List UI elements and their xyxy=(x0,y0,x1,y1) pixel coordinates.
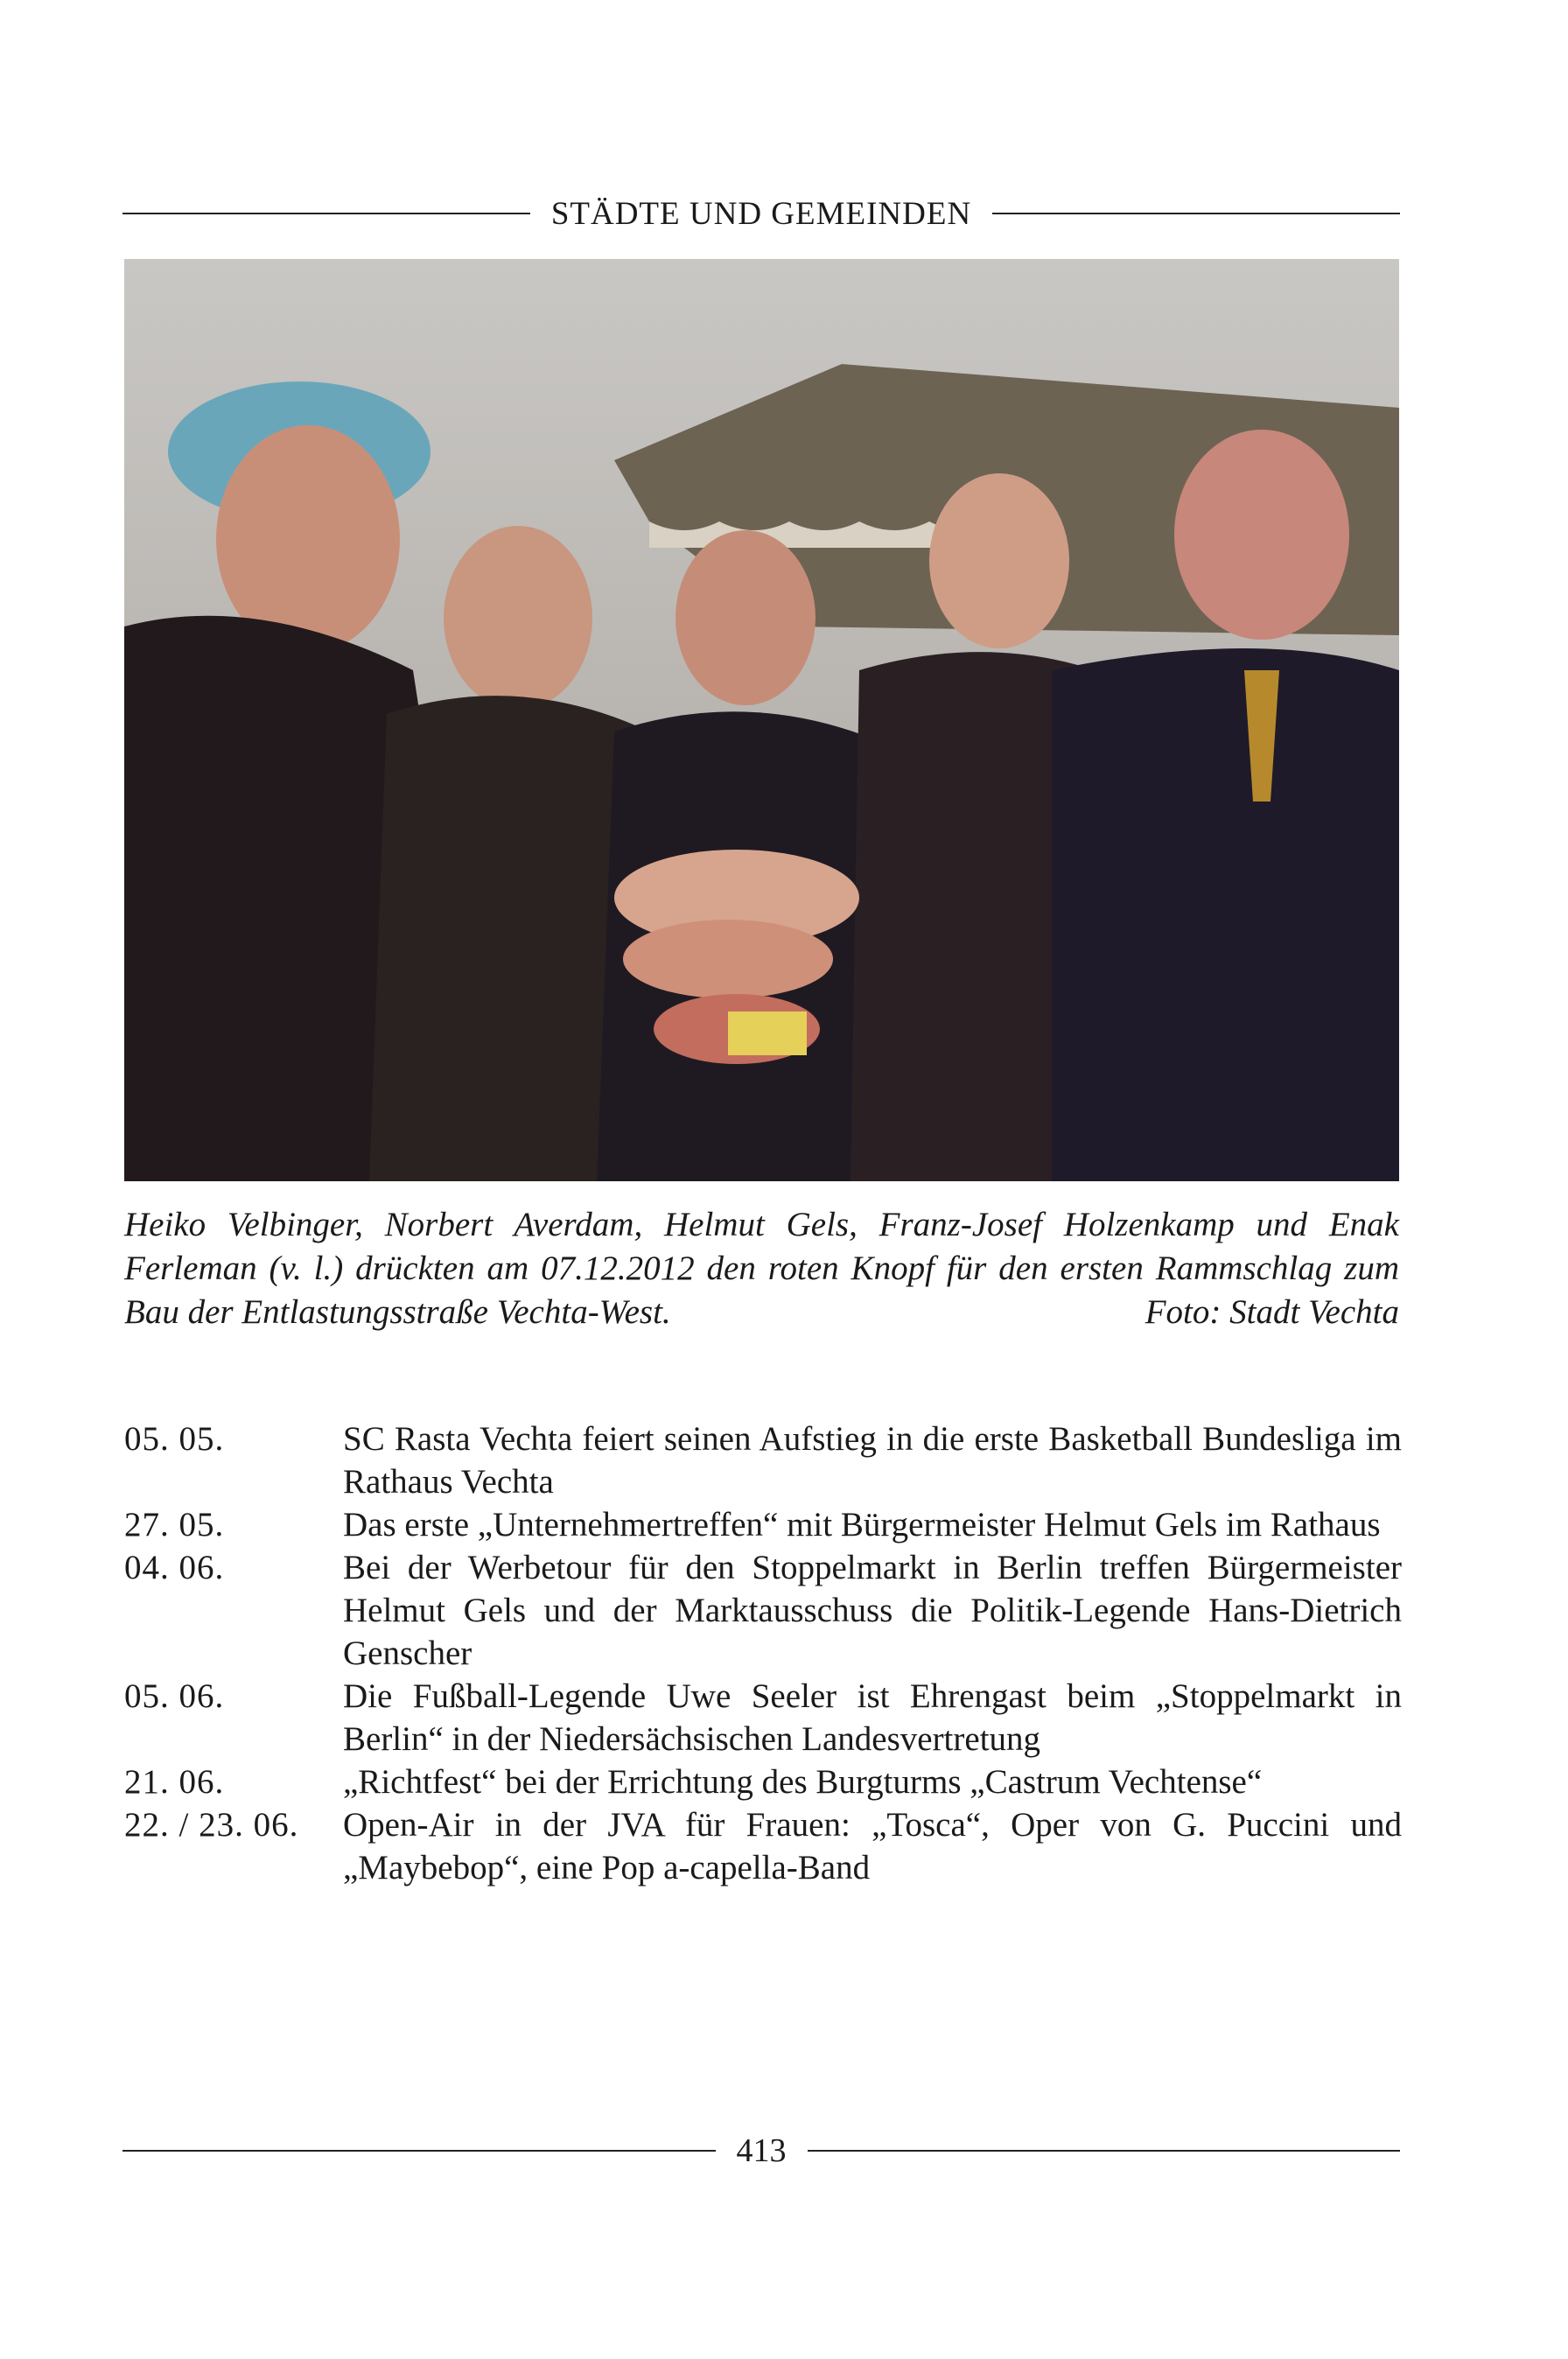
running-title: STÄDTE UND GEMEINDEN xyxy=(550,195,972,232)
entry-text: Bei der Werbetour für den Stoppelmarkt in Berlin treffen Bürgermeister Helmut Gels und der Marktausschuss die Politik-Legende Hans-Dietrich Genscher xyxy=(343,1549,1402,1672)
header-rule-right xyxy=(992,213,1400,214)
photo-credit: Foto: Stadt Vechta xyxy=(1144,1293,1399,1331)
entry-date: 27. 05. xyxy=(124,1506,225,1544)
chronicle-entry xyxy=(124,1760,1402,1803)
entry-date: 05. 05. xyxy=(124,1420,225,1458)
footer-rule-left xyxy=(122,2150,716,2152)
chronicle-entry xyxy=(124,1418,1402,1503)
entry-date: 04. 06. xyxy=(124,1549,225,1586)
entry-date: 22. / 23. 06. xyxy=(124,1806,299,1844)
entry-text: Das erste „Unternehmertreffen“ mit Bürgermeister Helmut Gels im Rathaus xyxy=(343,1506,1381,1544)
group-photo xyxy=(124,259,1399,1181)
chronicle-list xyxy=(124,1418,1402,1889)
page-number: 413 xyxy=(736,2132,787,2169)
running-header xyxy=(122,187,1400,240)
caption-text: Heiko Velbinger, Norbert Averdam, Helmut Gels, Franz-Josef Holzenkamp und Enak Ferleman (v. l.) drückten am 07.12.2012 den roten Knopf für den ersten Rammschlag zum Bau der Entlastungsstraße Vechta-West. xyxy=(124,1206,1399,1331)
entry-text: Die Fußball-Legende Uwe Seeler ist Ehrengast beim „Stoppelmarkt in Berlin“ in der Niedersächsischen Landesvertretung xyxy=(343,1677,1402,1758)
header-rule-left xyxy=(122,213,530,214)
chronicle-entry xyxy=(124,1675,1402,1760)
entry-text: SC Rasta Vechta feiert seinen Aufstieg in die erste Basketball Bundesliga im Rathaus Vechta xyxy=(343,1420,1402,1501)
entry-date: 21. 06. xyxy=(124,1763,225,1801)
chronicle-entry xyxy=(124,1803,1402,1889)
entry-text: „Richtfest“ bei der Errichtung des Burgturms „Castrum Vechtense“ xyxy=(343,1763,1263,1801)
chronicle-entry xyxy=(124,1503,1402,1546)
photo-caption xyxy=(124,1203,1399,1334)
entry-text: Open-Air in der JVA für Frauen: „Tosca“, Oper von G. Puccini und „Maybebop“, eine Pop a-capella-Band xyxy=(343,1806,1402,1886)
footer-rule-right xyxy=(808,2150,1401,2152)
chronicle-entry xyxy=(124,1546,1402,1675)
page-footer xyxy=(122,2124,1400,2177)
entry-date: 05. 06. xyxy=(124,1677,225,1715)
